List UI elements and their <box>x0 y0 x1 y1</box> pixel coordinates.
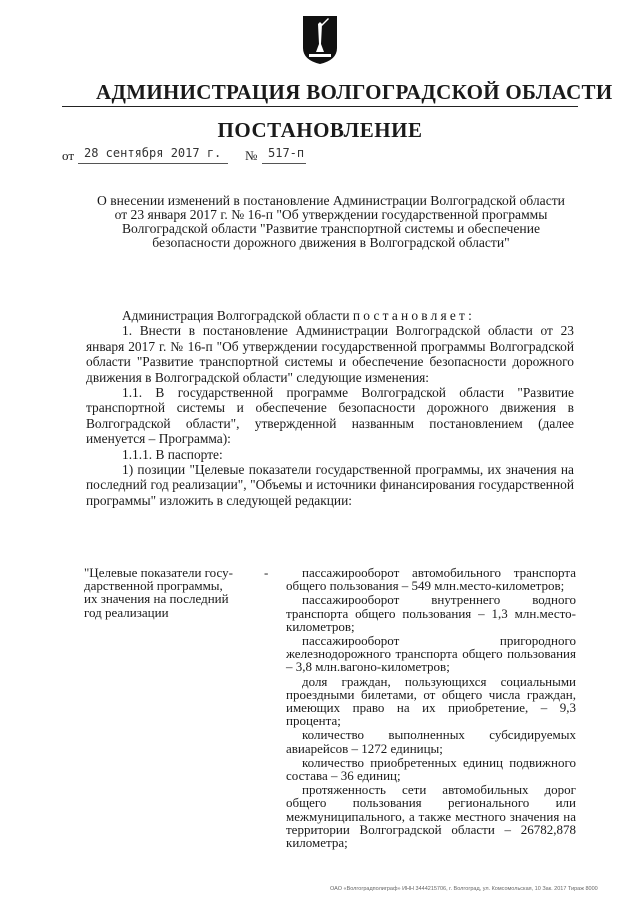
printer-imprint: ОАО «Волгоградполиграф» ИНН 3444215706, г. Волгоград, ул. Комсомольская, 10 Зак. 2017 Тираж 8000 <box>330 886 598 892</box>
indicator-item: пассажирооборот пригородного железнодорожного транспорта общего пользования – 3,8 млн.вагоно-километров; <box>286 633 576 675</box>
paragraph-1-1-1: 1.1.1. В паспорте: <box>122 446 223 462</box>
indicator-item: доля граждан, пользующихся социальными проездными билетами, от общего числа граждан, имеющих право на их приобретение, – 9,3 процента; <box>286 673 576 729</box>
position-name-line: дарственной программы, <box>84 578 223 594</box>
title-line: Волгоградской области "Развитие транспортной системы и обеспечение <box>121 221 541 236</box>
paragraph-1: 1. Внести в постановление Администрации Волгоградской области от 23 января 2017 г. № 16-п "Об утверждении государственной программы Волгоградской области "Развитие транспортной системы и обеспечение безопасности дорожного движения в Волгоградской области" следующие изменения: <box>86 323 574 385</box>
position-name-line: год реализации <box>84 604 169 620</box>
paragraph-1-1: 1.1. В государственной программе Волгоградской области "Развитие транспортной системы и обеспечение безопасности дорожного движения в Волгоградской области", утвержденной названным постановлением (далее именуется – Программа): <box>86 385 574 447</box>
date-underline <box>78 163 228 164</box>
header-divider <box>62 106 578 107</box>
resolution-intro <box>86 308 574 323</box>
title-line: безопасности дорожного движения в Волгоградской области" <box>152 235 510 250</box>
document-body <box>86 308 574 508</box>
resolves-word: постановляет: <box>352 308 475 323</box>
organization-name: АДМИНИСТРАЦИЯ ВОЛГОГРАДСКОЙ ОБЛАСТИ <box>96 80 613 104</box>
number-value: 517-п <box>268 146 305 160</box>
paragraph-item-1: 1) позиции "Целевые показатели государственной программы, их значения на последний год реализации", "Объемы и источники финансирования государственной программы" изложить в следующей редакции: <box>86 462 574 508</box>
indicator-item: пассажирооборот автомобильного транспорта общего пользования – 549 млн.место-километров; <box>286 565 576 594</box>
title-line: О внесении изменений в постановление Администрации Волгоградской области <box>97 193 565 208</box>
cell-separator-dash: - <box>264 565 269 580</box>
date-prefix: от <box>62 148 75 163</box>
position-name-line: "Целевые показатели госу- <box>84 565 233 580</box>
document-title <box>86 194 576 250</box>
title-line: от 23 января 2017 г. № 16-п "Об утверждении государственной программы <box>114 207 548 222</box>
indicator-item: количество выполненных субсидируемых авиарейсов – 1272 единицы; <box>286 727 576 756</box>
number-underline <box>262 163 306 164</box>
position-name-line: их значения на последний <box>84 591 229 607</box>
date-value: 28 сентября 2017 г. <box>84 146 222 160</box>
document-type: ПОСТАНОВЛЕНИЕ <box>217 118 423 142</box>
indicator-item: пассажирооборот внутреннего водного транспорта общего пользования – 1,3 млн.место-километров; <box>286 592 576 634</box>
target-indicators-cell <box>286 566 576 850</box>
coat-of-arms-icon <box>301 14 339 66</box>
position-name-cell <box>84 566 264 619</box>
number-prefix: № <box>245 148 258 163</box>
intro-text: Администрация Волгоградской области <box>122 308 350 323</box>
indicator-item: количество приобретенных единиц подвижного состава – 36 единиц; <box>286 754 576 784</box>
indicator-item: протяженность сети автомобильных дорог общего пользования регионального или межмуниципального, а также местного значения на территории Волгоградской области – 26782,878 километра; <box>286 782 576 851</box>
